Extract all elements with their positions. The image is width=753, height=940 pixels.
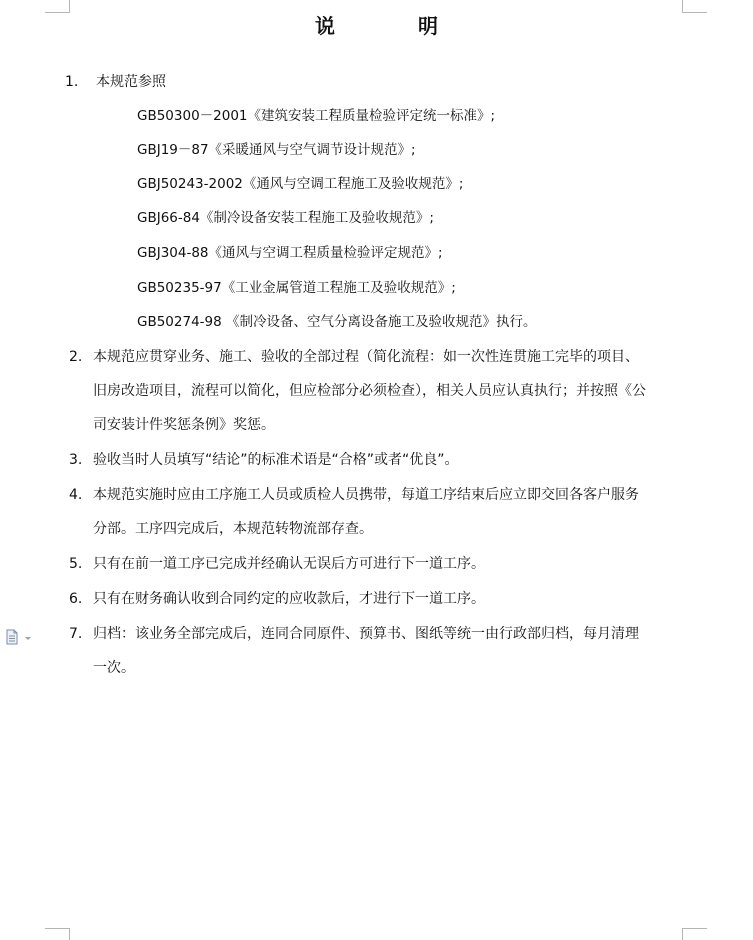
item-2-line-1: 本规范应贯穿业务、施工、验收的全部过程（简化流程：如一次性连贯施工完毕的项目、 <box>93 349 639 365</box>
reference-3: GBJ50243-2002《通风与空调工程施工及验收规范》; <box>137 176 464 192</box>
reference-6: GB50235-97《工业金属管道工程施工及验收规范》; <box>137 280 456 296</box>
item-7-number: 7. <box>69 626 83 642</box>
item-4-line-1: 本规范实施时应由工序施工人员或质检人员携带，每道工序结束后应立即交回各客户服务 <box>93 487 639 503</box>
item-2-line-3: 司安装计件奖惩条例》奖惩。 <box>93 417 275 433</box>
reference-4: GBJ66-84《制冷设备安装工程施工及验收规范》; <box>137 210 434 226</box>
item-7-line-1: 归档：该业务全部完成后，连同合同原件、预算书、图纸等统一由行政部归档，每月清理 <box>93 626 639 642</box>
item-6-line-1: 只有在财务确认收到合同约定的应收款后，才进行下一道工序。 <box>93 591 485 607</box>
page-title: 说 明 <box>315 14 476 38</box>
item-5-line-1: 只有在前一道工序已完成并经确认无误后方可进行下一道工序。 <box>93 556 485 572</box>
item-4-line-2: 分部。工序四完成后，本规范转物流部存查。 <box>93 521 373 537</box>
reference-7: GB50274-98 《制冷设备、空气分离设备施工及验收规范》执行。 <box>137 314 537 330</box>
item-1-number: 1. <box>65 74 79 90</box>
page-corner-mark-bottom-right <box>682 928 707 940</box>
item-7-line-2: 一次。 <box>93 660 135 676</box>
item-3-line-1: 验收当时人员填写“结论”的标准术语是“合格”或者“优良”。 <box>93 452 459 468</box>
item-2-number: 2. <box>69 349 83 365</box>
item-2-line-2: 旧房改造项目，流程可以简化，但应检部分必须检查），相关人员应认真执行；并按照《公 <box>93 383 646 399</box>
item-3-number: 3. <box>69 452 83 468</box>
document-options-icon[interactable] <box>5 629 35 645</box>
item-4-number: 4. <box>69 487 83 503</box>
reference-1: GB50300－2001《建筑安装工程质量检验评定统一标准》; <box>137 108 496 124</box>
item-1-text: 本规范参照 <box>96 74 166 90</box>
item-6-number: 6. <box>69 591 83 607</box>
reference-5: GBJ304-88《通风与空调工程质量检验评定规范》; <box>137 245 443 261</box>
item-5-number: 5. <box>69 556 83 572</box>
reference-2: GBJ19－87《采暖通风与空气调节设计规范》; <box>137 142 416 158</box>
page-corner-mark-bottom-left <box>45 928 70 940</box>
